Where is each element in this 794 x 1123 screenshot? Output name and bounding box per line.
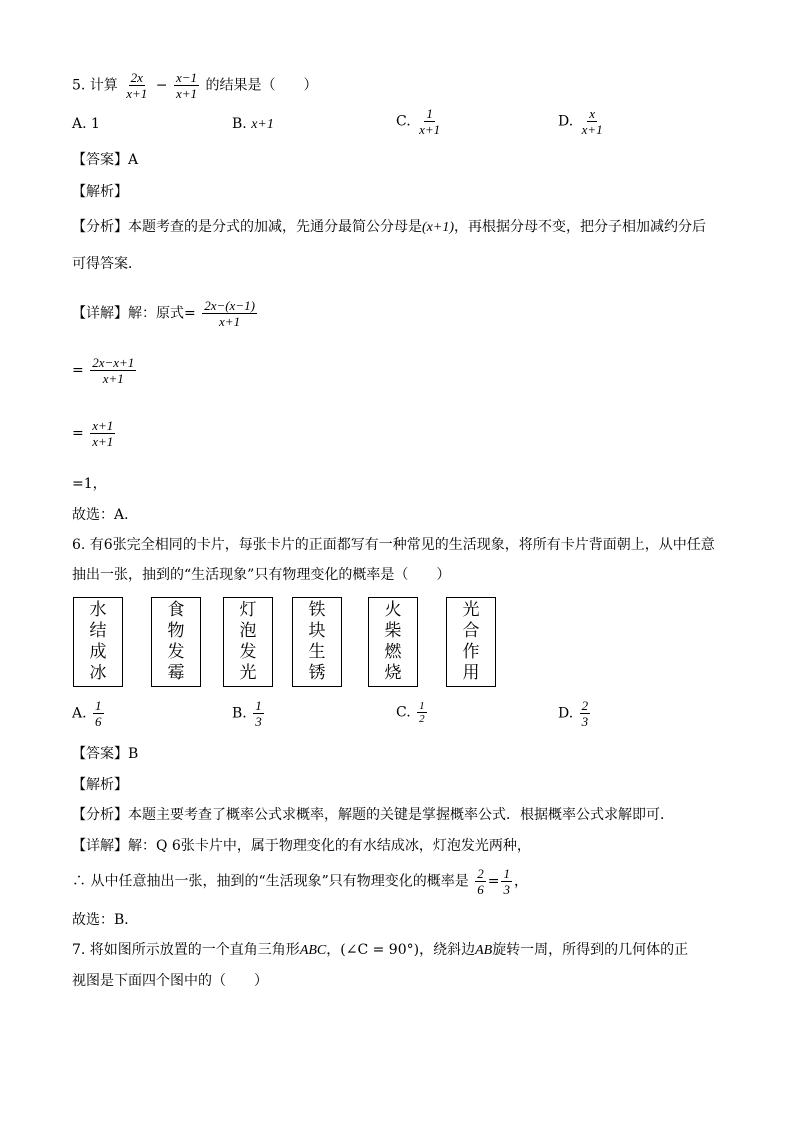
q5-choose: 故选：A． — [72, 507, 139, 523]
q6-stem-line2: 抽出一张，抽到的“生活现象”只有物理变化的概率是（ ） — [72, 567, 451, 583]
q5-suffix: 的结果是（ ） — [205, 77, 318, 94]
q6-choose: 故选：B． — [72, 912, 139, 928]
q6-card-3: 灯 泡 发 光 — [223, 597, 273, 687]
q6-detail: 【详解】解：Q 6张卡片中，属于物理变化的有水结成冰，灯泡发光两种， — [72, 838, 531, 854]
q6-card-4: 铁 块 生 锈 — [292, 597, 342, 687]
q6-answer: 【答案】B — [72, 746, 139, 762]
q5-stem: 5. 计算 $\frac{2x}{x+1}$ − $\frac{x-1}{x+1}$ 的结果是（ ） — [72, 70, 318, 101]
q6-card-1: 水 结 成 冰 — [73, 597, 123, 687]
q6-option-c: C. $\frac{1}{2}$ — [396, 700, 425, 725]
q5-prefix: 5. 计算 — [72, 77, 118, 94]
q5-option-b: B. x+1 — [232, 116, 274, 132]
q6-option-d: D. $\frac{2}{3}$ — [558, 698, 589, 729]
q5-analysis-heading: 【解析】 — [72, 184, 128, 200]
q6-analysis-heading: 【解析】 — [72, 777, 128, 793]
q6-card-5: 火 柴 燃 烧 — [368, 597, 418, 687]
q5-fenxi: 【分析】本题考查的是分式的加减，先通分最简公分母是(x+1)，再根据分母不变，把分子相加减约分后 — [72, 219, 706, 235]
q5-fraction-2: $\frac{x-1}{x+1}$ — [175, 70, 197, 101]
q5-detail: 【详解】解：原式= $\frac{2x-(x-1)}{x+1}$ — [72, 298, 255, 329]
q6-fenxi: 【分析】本题主要考查了概率公式求概率，解题的关键是掌握概率公式．根据概率公式求解即可． — [72, 807, 674, 823]
q6-card-6: 光 合 作 用 — [446, 597, 496, 687]
q7-stem-line1: 7. 将如图所示放置的一个直角三角形ABC，(∠C = 90°)，绕斜边AB旋转一周，所得到的几何体的正 — [72, 942, 689, 958]
q5-step-3: = $\frac{x+1}{x+1}$ — [72, 418, 114, 449]
q5-answer: 【答案】A — [72, 152, 139, 168]
q6-therefore: ∴ 从中任意抽出一张，抽到的“生活现象”只有物理变化的概率是 $\frac{2}{6}$ = $\frac{1}{3}$ ， — [72, 866, 528, 897]
q5-option-d: D. $\frac{x}{x+1}$ — [558, 106, 603, 137]
q6-card-2: 食 物 发 霉 — [151, 597, 201, 687]
q6-option-b: B. $\frac{1}{3}$ — [232, 698, 262, 729]
q6-option-a: A. $\frac{1}{6}$ — [72, 698, 102, 729]
q6-stem-line1: 6. 有6张完全相同的卡片，每张卡片的正面都写有一种常见的生活现象，将所有卡片背面朝上，从中任意 — [72, 537, 715, 553]
q5-fenxi-line2: 可得答案． — [72, 256, 142, 272]
q7-stem-line2: 视图是下面四个图中的（ ） — [72, 973, 268, 989]
q5-fraction-1: $\frac{2x}{x+1}$ — [126, 70, 148, 101]
q5-step-4: =1， — [72, 476, 107, 492]
q5-option-c: C. $\frac{1}{x+1}$ — [396, 106, 441, 137]
q5-option-a: A. 1 — [72, 116, 100, 132]
q5-step-2: = $\frac{2x-x+1}{x+1}$ — [72, 355, 135, 386]
